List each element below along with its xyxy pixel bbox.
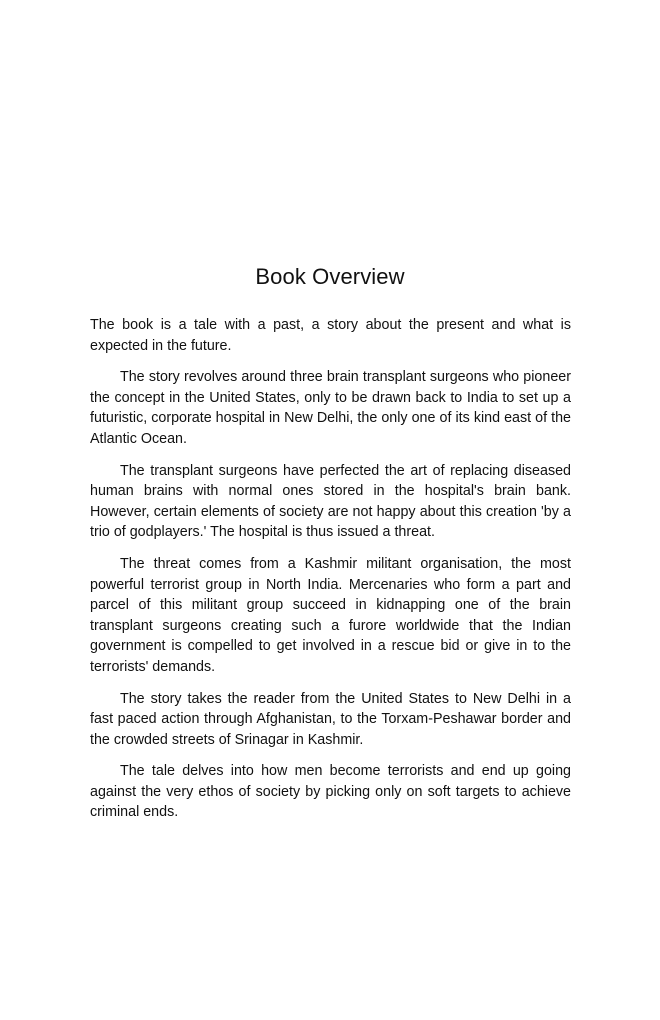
paragraph-journey: The story takes the reader from the United States to New Delhi in a fast paced action through Afghanistan, to the Torxam-Peshawar border and the crowded streets of Srinagar in Kashmir. xyxy=(90,690,571,748)
paragraph-threat: The threat comes from a Kashmir militant organisation, the most powerful terrorist group in North India. Mercenaries who form a part and parcel of this militant group succeed in kidnapping one of the brain transplant surgeons creating such a furore worldwide that the Indian government is compelled to get involved in a rescue bid or give in to the terrorists' demands. xyxy=(90,555,571,675)
overview-body xyxy=(90,315,571,834)
paragraph-conclusion: The tale delves into how men become terrorists and end up going against the very ethos of society by picking only on soft targets to achieve criminal ends. xyxy=(90,763,571,821)
page-title: Book Overview xyxy=(255,264,405,289)
paragraph-intro: The book is a tale with a past, a story about the present and what is expected in the future. xyxy=(90,317,571,354)
paragraph-surgeons: The story revolves around three brain transplant surgeons who pioneer the concept in the United States, only to be drawn back to India to set up a futuristic, corporate hospital in New Delhi, the only one of its kind east of the Atlantic Ocean. xyxy=(90,369,571,447)
paragraph-brain-bank: The transplant surgeons have perfected the art of replacing diseased human brains with normal ones stored in the hospital's brain bank. However, certain elements of society are not happy about this creation 'by a trio of godplayers.' The hospital is thus issued a threat. xyxy=(90,462,571,541)
